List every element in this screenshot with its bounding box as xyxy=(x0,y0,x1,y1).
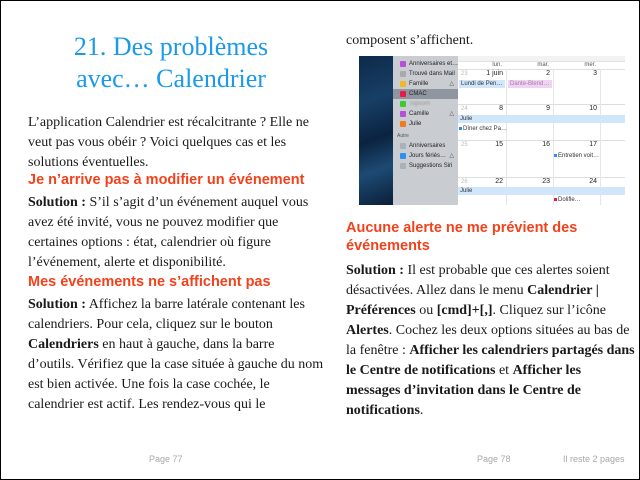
page-number-left: Page 77 xyxy=(149,454,183,464)
sidebar-calendar-item[interactable] xyxy=(393,59,458,69)
calendar-name: Jours fériés… xyxy=(409,153,447,159)
event-entretien[interactable] xyxy=(554,152,624,160)
event-blurred[interactable]: Dante-Blend… xyxy=(508,80,552,88)
day-number[interactable]: 2 xyxy=(546,70,550,77)
event-julie-allday[interactable]: Julie xyxy=(458,115,625,123)
shared-warning-icon: △ xyxy=(449,111,454,117)
calendar-name: Julie xyxy=(409,121,422,127)
heading-line: Aucune alerte ne me prévient des xyxy=(346,220,578,236)
calendar-name: CMAC xyxy=(409,91,427,97)
section1-line: avez été invité, vous ne pouvez modifier que xyxy=(28,215,279,230)
event-dot-icon xyxy=(554,154,557,157)
calendar-name: Camille xyxy=(409,111,430,117)
day-number[interactable]: 10 xyxy=(589,105,597,112)
page-number-right: Page 78 xyxy=(477,454,511,464)
sidebar-calendar-item[interactable] xyxy=(393,79,458,89)
text-span: Affichez la barre latérale contenant les xyxy=(85,297,305,312)
event-blurred[interactable] xyxy=(554,196,624,204)
pages-remaining: Il reste 2 pages xyxy=(563,454,625,464)
grid-line xyxy=(600,69,601,205)
bold-term: Alertes xyxy=(346,323,389,338)
calendar-name: Anniversaires et… xyxy=(409,61,459,67)
heading-line: événements xyxy=(346,238,430,254)
alerts-line xyxy=(346,381,636,401)
calendar-sidebar xyxy=(393,56,458,205)
day-number[interactable]: 3 xyxy=(593,70,597,77)
day-number[interactable]: 16 xyxy=(542,141,550,148)
day-number[interactable]: 22 xyxy=(495,178,503,185)
shortcut-term: [cmd]+[,] xyxy=(436,303,493,318)
alerts-line xyxy=(346,401,636,421)
text-span: ou xyxy=(415,303,437,318)
bold-term: notifications xyxy=(346,403,420,418)
calendar-month-view xyxy=(458,56,625,205)
bold-term: messages d’invitation dans le Centre de xyxy=(346,383,582,398)
sidebar-calendar-item[interactable] xyxy=(393,89,458,99)
section2-line: est bien activée. Une fois la case cochée, le xyxy=(28,377,270,392)
alerts-paragraph xyxy=(346,261,636,421)
section1-line xyxy=(28,193,323,213)
checkbox-icon[interactable] xyxy=(400,121,406,127)
week-number: 23 xyxy=(461,71,468,77)
bold-term: Afficher les calendriers partagés dans xyxy=(409,343,635,358)
checkbox-icon[interactable] xyxy=(400,61,406,67)
event-dot-icon xyxy=(459,127,462,130)
section1-line: l’événement, alerte et disponibilité. xyxy=(28,255,226,270)
day-number[interactable]: 17 xyxy=(589,141,597,148)
sidebar-calendar-item[interactable] xyxy=(393,109,458,119)
sidebar-calendar-item[interactable] xyxy=(393,99,458,109)
calendar-name: Famille xyxy=(409,81,429,87)
day-number[interactable]: 9 xyxy=(546,105,550,112)
calendar-name: Trouvé dans Mail xyxy=(409,71,455,77)
week-number: 24 xyxy=(461,106,468,112)
event-julie-allday[interactable]: Julie xyxy=(458,187,625,195)
alerts-line xyxy=(346,341,636,361)
section-heading-events-not-shown: Mes événements ne s’affichent pas xyxy=(28,274,271,290)
checkbox-icon[interactable] xyxy=(400,81,406,87)
alerts-line xyxy=(346,301,636,321)
alerts-line xyxy=(346,321,636,341)
day-header: mer. xyxy=(584,62,596,68)
text-span: désactivées. Allez dans le menu xyxy=(346,283,528,298)
checkbox-icon[interactable] xyxy=(400,111,406,117)
section2-line xyxy=(28,295,323,315)
text-span: . xyxy=(419,403,424,418)
solution-label: Solution : xyxy=(346,263,404,278)
day-number[interactable]: 8 xyxy=(499,105,503,112)
week-number: 25 xyxy=(461,142,468,148)
alerts-line xyxy=(346,361,636,381)
day-header: mar. xyxy=(537,62,549,68)
chapter-title-line1: 21. Des problèmes xyxy=(73,32,269,61)
text-span: . Cochez les deux options situées au bas de xyxy=(388,323,630,338)
section2-line: calendriers. Pour cela, cliquez sur le bouton xyxy=(28,317,273,332)
bold-term: Afficher les xyxy=(512,363,582,378)
section2-line xyxy=(28,335,323,355)
event-diner[interactable] xyxy=(459,125,553,133)
section2-line: calendrier est actif. Les rendez-vous qui le xyxy=(28,397,266,412)
checkbox-icon[interactable] xyxy=(400,91,406,97)
sidebar-other-item[interactable] xyxy=(393,151,458,161)
event-label: Entretien voit… xyxy=(558,153,600,159)
section1-paragraph xyxy=(28,193,323,273)
sidebar-calendar-item[interactable] xyxy=(393,69,458,79)
checkbox-icon[interactable] xyxy=(400,153,406,159)
text-span: . Cliquez sur l’icône xyxy=(492,303,607,318)
event-label: Dolifle… xyxy=(558,197,581,203)
section2-paragraph xyxy=(28,295,323,415)
day-number[interactable]: 15 xyxy=(495,141,503,148)
alerts-line xyxy=(346,261,636,281)
event-dot-icon xyxy=(554,198,557,201)
checkbox-icon[interactable] xyxy=(400,101,406,107)
bold-term: Calendrier | xyxy=(527,283,599,298)
checkbox-icon[interactable] xyxy=(400,71,406,77)
calendar-name: Topsom xyxy=(409,101,431,107)
intro-line: L’application Calendrier est récalcitrante ? Elle ne xyxy=(28,115,309,130)
grid-line xyxy=(553,69,554,205)
alerts-line xyxy=(346,281,636,301)
grid-line xyxy=(506,69,507,205)
day-number[interactable]: 24 xyxy=(589,178,597,185)
intro-line: solutions éventuelles. xyxy=(28,155,149,170)
bold-term: le Centre de notifications xyxy=(346,363,496,378)
solution-label: Solution : xyxy=(28,297,86,312)
section1-line: certaines options : état, calendrier où figure xyxy=(28,235,271,250)
event-lundi-pentecote[interactable]: Lundi de Pen… xyxy=(459,80,505,88)
section-heading-modify-event: Je n’arrive pas à modifier un événement xyxy=(28,172,305,188)
week-number: 26 xyxy=(461,179,468,185)
shared-warning-icon: △ xyxy=(449,81,454,87)
desktop-wallpaper xyxy=(359,56,393,205)
bold-term: Préférences xyxy=(346,303,416,318)
chapter-title xyxy=(21,31,321,95)
calendar-name: Suggestions Siri xyxy=(409,163,453,169)
text-span: Il est probable que ces alertes soient xyxy=(403,263,610,278)
shared-warning-icon: △ xyxy=(449,153,454,159)
text-span: en haut à gauche, dans la barre xyxy=(98,337,275,352)
text-span: S’il s’agit d’un événement auquel vous xyxy=(85,195,309,210)
section2-line: d’outils. Vérifiez que la case située à gauche du nom xyxy=(28,357,324,372)
intro-paragraph xyxy=(28,113,323,173)
continuation-text: composent s’affichent. xyxy=(346,33,474,48)
solution-label: Solution : xyxy=(28,195,86,210)
sidebar-group-label: Autre xyxy=(397,133,409,139)
day-number[interactable]: 1 juin xyxy=(486,70,503,77)
sidebar-other-item[interactable] xyxy=(393,161,458,171)
event-label: Dîner chez Pa… xyxy=(463,126,508,132)
bold-term: Calendriers xyxy=(28,337,99,352)
chapter-title-line2: avec… Calendrier xyxy=(76,64,266,93)
text-span: et xyxy=(495,363,513,378)
calendar-screenshot xyxy=(359,56,625,205)
intro-line: veut pas vous obéir ? Voici quelques cas et les xyxy=(28,135,287,150)
calendar-name: Anniversaires xyxy=(409,143,446,149)
checkbox-icon[interactable] xyxy=(400,163,406,169)
section-heading-no-alerts xyxy=(346,219,636,255)
sidebar-other-item[interactable] xyxy=(393,141,458,151)
day-header: lun. xyxy=(492,62,502,68)
sidebar-calendar-item[interactable] xyxy=(393,119,458,129)
text-span: la fenêtre : xyxy=(346,343,410,358)
checkbox-icon[interactable] xyxy=(400,143,406,149)
day-number[interactable]: 23 xyxy=(542,178,550,185)
